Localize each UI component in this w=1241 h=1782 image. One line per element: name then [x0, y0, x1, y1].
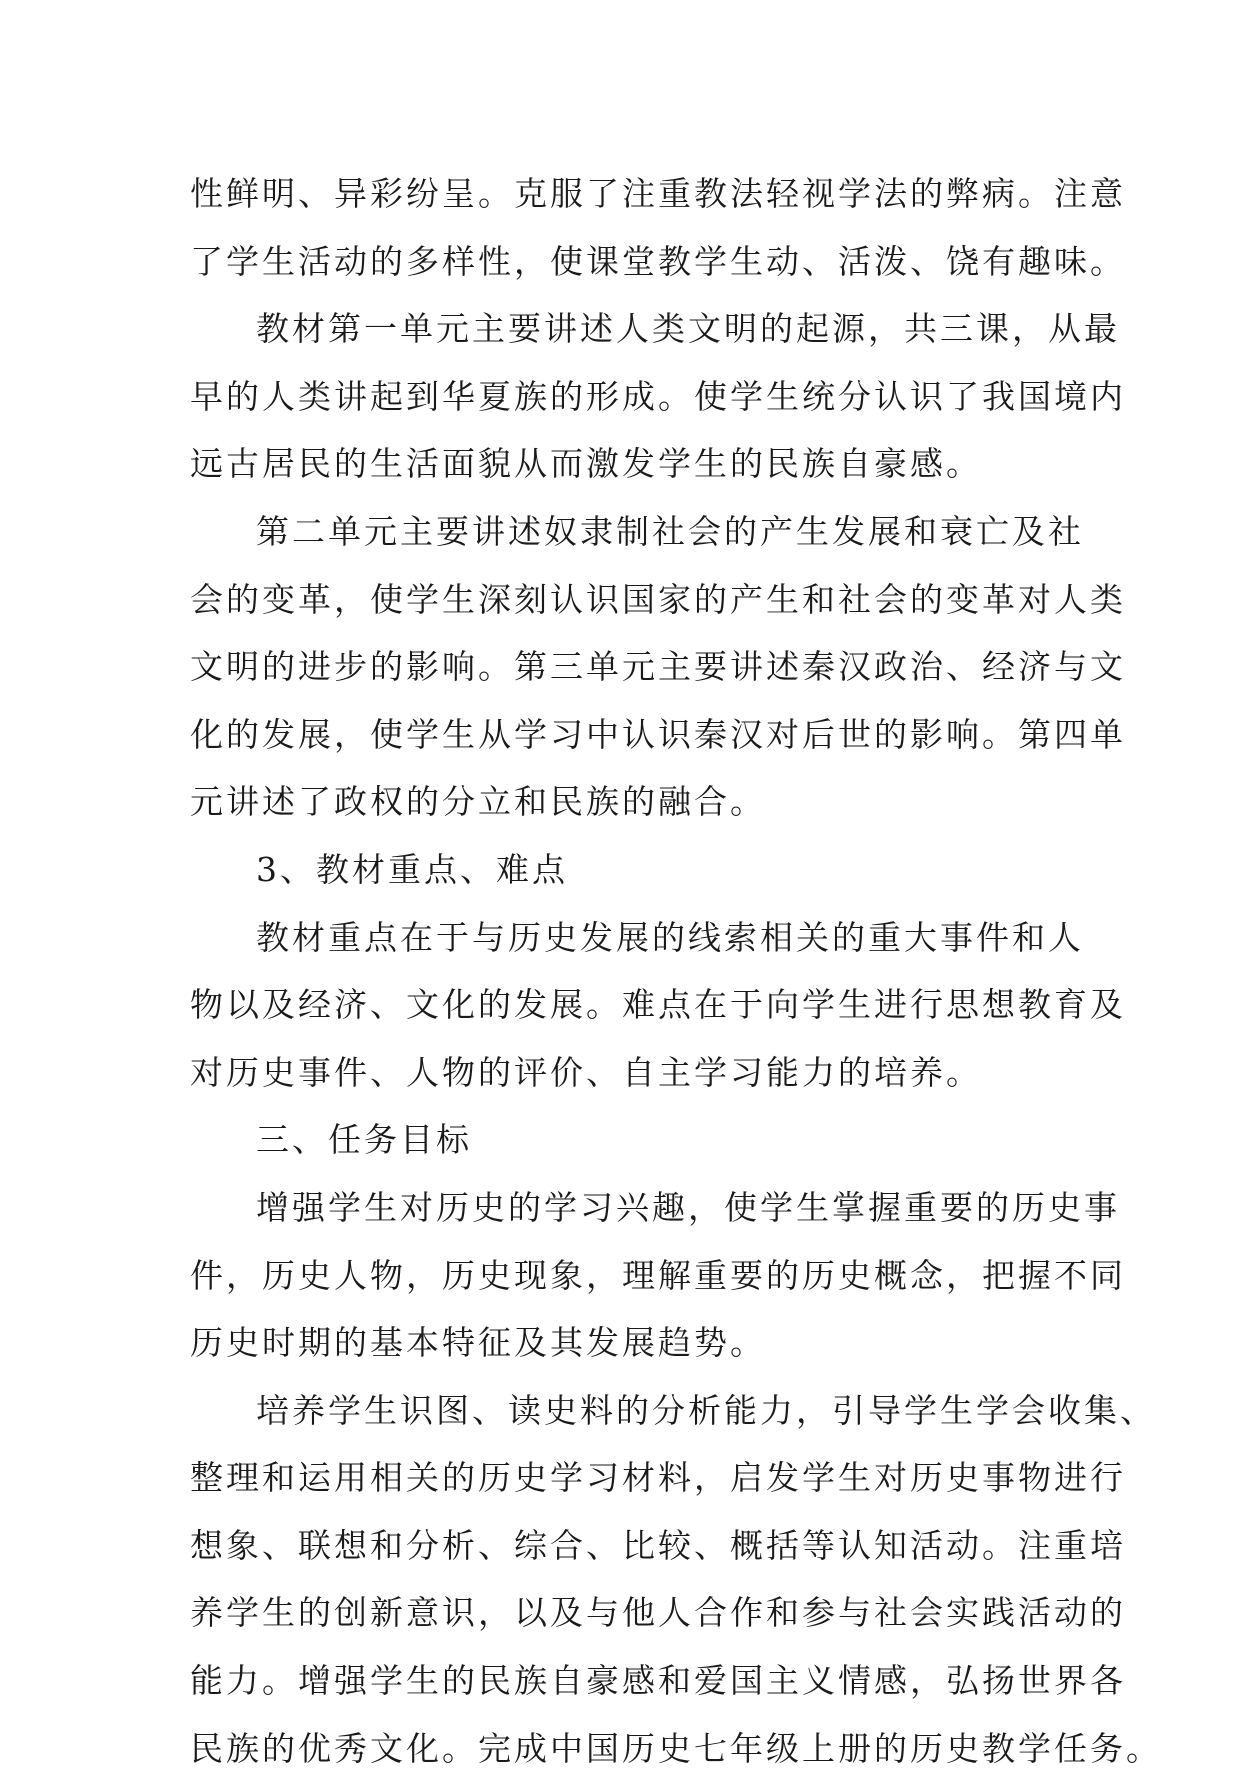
text-line: 件，历史人物，历史现象，理解重要的历史概念，把握不同 — [190, 1255, 1126, 1295]
text-line: 会的变革，使学生深刻认识国家的产生和社会的变革对人类 — [190, 579, 1126, 619]
text-line: 想象、联想和分析、综合、比较、概括等认知活动。注重培 — [190, 1525, 1126, 1565]
text-line: 民族的优秀文化。完成中国历史七年级上册的历史教学任务。 — [190, 1728, 1162, 1768]
text-line: 对历史事件、人物的评价、自主学习能力的培养。 — [190, 1052, 982, 1092]
text-line: 元讲述了政权的分立和民族的融合。 — [190, 782, 766, 822]
text-line: 整理和运用相关的历史学习材料，启发学生对历史事物进行 — [190, 1458, 1126, 1498]
text-line: 了学生活动的多样性，使课堂教学生动、活泼、饶有趣味。 — [190, 241, 1126, 281]
text-line: 性鲜明、异彩纷呈。克服了注重教法轻视学法的弊病。注意 — [190, 174, 1126, 213]
text-line: 养学生的创新意识，以及与他人合作和参与社会实践活动的 — [190, 1593, 1126, 1633]
text-line: 历史时期的基本特征及其发展趋势。 — [190, 1323, 766, 1363]
text-line: 能力。增强学生的民族自豪感和爱国主义情感，弘扬世界各 — [190, 1661, 1126, 1701]
text-line: 化的发展，使学生从学习中认识秦汉对后世的影响。第四单 — [190, 714, 1126, 754]
section-heading: 三、任务目标 — [256, 1120, 472, 1160]
paragraph-start-line: 增强学生对历史的学习兴趣，使学生掌握重要的历史事 — [256, 1187, 1120, 1227]
paragraph-start-line: 第二单元主要讲述奴隶制社会的产生发展和衰亡及社 — [256, 511, 1084, 551]
paragraph-start-line: 教材第一单元主要讲述人类文明的起源，共三课，从最 — [256, 309, 1120, 349]
text-line: 物以及经济、文化的发展。难点在于向学生进行思想教育及 — [190, 985, 1126, 1025]
document-body — [190, 160, 1162, 1782]
text-line: 远古居民的生活面貌从而激发学生的民族自豪感。 — [190, 444, 982, 484]
section-heading: 3、教材重点、难点 — [256, 849, 568, 889]
paragraph-start-line: 培养学生识图、读史料的分析能力，引导学生学会收集、 — [256, 1390, 1156, 1430]
text-line: 文明的进步的影响。第三单元主要讲述秦汉政治、经济与文 — [190, 647, 1126, 687]
paragraph-start-line: 教材重点在于与历史发展的线索相关的重大事件和人 — [256, 917, 1084, 957]
text-line: 早的人类讲起到华夏族的形成。使学生统分认识了我国境内 — [190, 376, 1126, 416]
